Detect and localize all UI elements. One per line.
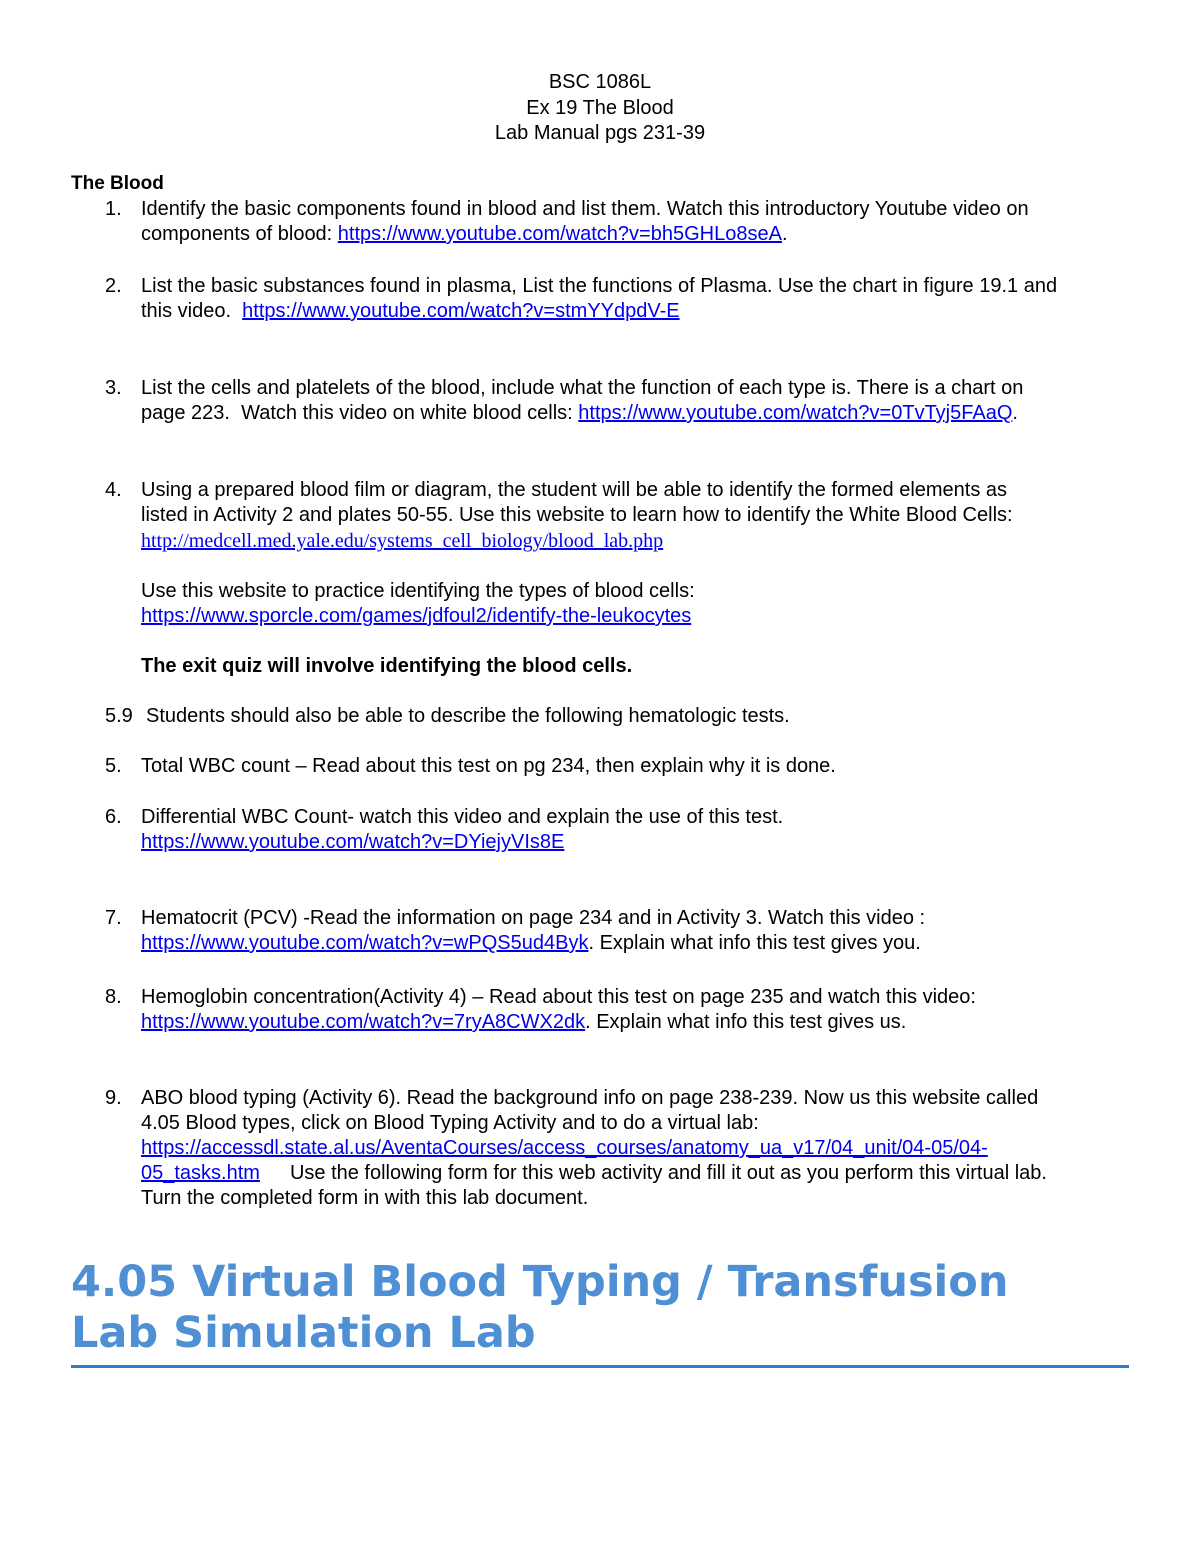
item-text: Hemoglobin concentration(Activity 4) – Read about this test on page 235 and watch this video:: [141, 986, 976, 1008]
aventa-courses-link[interactable]: https://accessdl.state.al.us/AventaCourses/access_courses/anatomy_ua_v17/04_unit/04-05/04-: [141, 1137, 988, 1159]
item-7-line-2: [141, 931, 921, 956]
item-9-line-5: Turn the completed form in with this lab document.: [141, 1187, 589, 1209]
form-title-line-2: Lab Simulation Lab: [71, 1308, 536, 1358]
item-4-line-2: listed in Activity 2 and plates 50-55. Use this website to learn how to identify the White Blood Cells:: [141, 504, 1013, 526]
item-text: Differential WBC Count- watch this video and explain the use of this test.: [141, 806, 784, 828]
item-4-line-5: [141, 604, 691, 629]
item-8-line-2: [141, 1010, 906, 1035]
item-text: Using a prepared blood film or diagram, the student will be able to identify the formed elements as: [141, 479, 1008, 501]
exercise-title: Ex 19 The Blood: [526, 97, 674, 119]
item-2-line-2: [141, 299, 680, 324]
manual-pages: Lab Manual pgs 231-39: [494, 122, 706, 144]
youtube-link-plasma[interactable]: https://www.youtube.com/watch?v=stmYYdpdV-E: [242, 300, 680, 322]
item-9-line-4: [141, 1161, 1047, 1186]
item-4-line-3: [141, 529, 663, 554]
item-3-line-2: [141, 401, 1018, 426]
item-text: ABO blood typing (Activity 6). Read the background info on page 238-239. Now us this website called: [141, 1087, 1039, 1109]
item-9-line-3: [141, 1136, 988, 1161]
item-text: page 223. Watch this video on white blood cells:: [141, 402, 579, 424]
youtube-link-wbc[interactable]: https://www.youtube.com/watch?v=0TvTyj5FAaQ: [578, 402, 1013, 424]
item-number: 8.: [105, 986, 122, 1008]
item-text: Total WBC count – Read about this test on pg 234, then explain why it is done.: [141, 755, 836, 777]
item-text: . Explain what info this test gives you.: [588, 932, 921, 954]
item-number: 5.: [105, 755, 122, 777]
item-number: 6.: [105, 806, 122, 828]
item-text: . Explain what info this test gives us.: [585, 1011, 907, 1033]
youtube-link-hematocrit[interactable]: https://www.youtube.com/watch?v=wPQS5ud4Byk: [141, 932, 589, 954]
punctuation: .: [781, 223, 788, 245]
course-code: BSC 1086L: [548, 71, 652, 93]
youtube-link-components[interactable]: https://www.youtube.com/watch?v=bh5GHLo8seA: [337, 223, 782, 245]
item-number: 7.: [105, 907, 122, 929]
item-number: 1.: [105, 198, 122, 220]
youtube-link-differential[interactable]: https://www.youtube.com/watch?v=DYiejyVIs8E: [141, 831, 565, 853]
item-number: 5.9: [105, 705, 133, 727]
item-text: List the cells and platelets of the blood, include what the function of each type is. There is a chart on: [141, 377, 1024, 399]
item-4-line-4: Use this website to practice identifying the types of blood cells:: [141, 580, 695, 602]
item-text: Identify the basic components found in blood and list them. Watch this introductory Youtube video on: [141, 198, 1029, 220]
item-text: this video.: [141, 300, 243, 322]
exit-quiz-note: The exit quiz will involve identifying the blood cells.: [141, 655, 633, 677]
item-number: 3.: [105, 377, 122, 399]
item-text: Hematocrit (PCV) -Read the information on page 234 and in Activity 3. Watch this video :: [141, 907, 926, 929]
item-number: 2.: [105, 275, 122, 297]
item-text: List the basic substances found in plasma, List the functions of Plasma. Use the chart in figure 19.1 and: [141, 275, 1058, 297]
item-number: 4.: [105, 479, 122, 501]
form-title-line-1: 4.05 Virtual Blood Typing / Transfusion: [71, 1257, 1009, 1307]
item-6-line-2: [141, 830, 564, 855]
aventa-courses-link-cont[interactable]: 05_tasks.htm: [141, 1162, 260, 1184]
item-number: 9.: [105, 1087, 122, 1109]
item-text: Use the following form for this web activity and fill it out as you perform this virtual lab.: [289, 1162, 1047, 1184]
youtube-link-hemoglobin[interactable]: https://www.youtube.com/watch?v=7ryA8CWX2dk: [141, 1011, 586, 1033]
title-underline: [71, 1365, 1129, 1368]
yale-blood-lab-link[interactable]: http://medcell.med.yale.edu/systems_cell_biology/blood_lab.php: [141, 530, 664, 552]
item-text: components of blood:: [141, 223, 338, 245]
section-title: The Blood: [71, 173, 164, 194]
item-9-line-2: 4.05 Blood types, click on Blood Typing Activity and to do a virtual lab:: [141, 1112, 759, 1134]
sporcle-leukocytes-link[interactable]: https://www.sporcle.com/games/jdfoul2/identify-the-leukocytes: [141, 605, 692, 627]
punctuation: .: [1012, 402, 1018, 424]
item-text: Students should also be able to describe the following hematologic tests.: [146, 705, 790, 727]
item-1-line-2: [141, 222, 788, 247]
